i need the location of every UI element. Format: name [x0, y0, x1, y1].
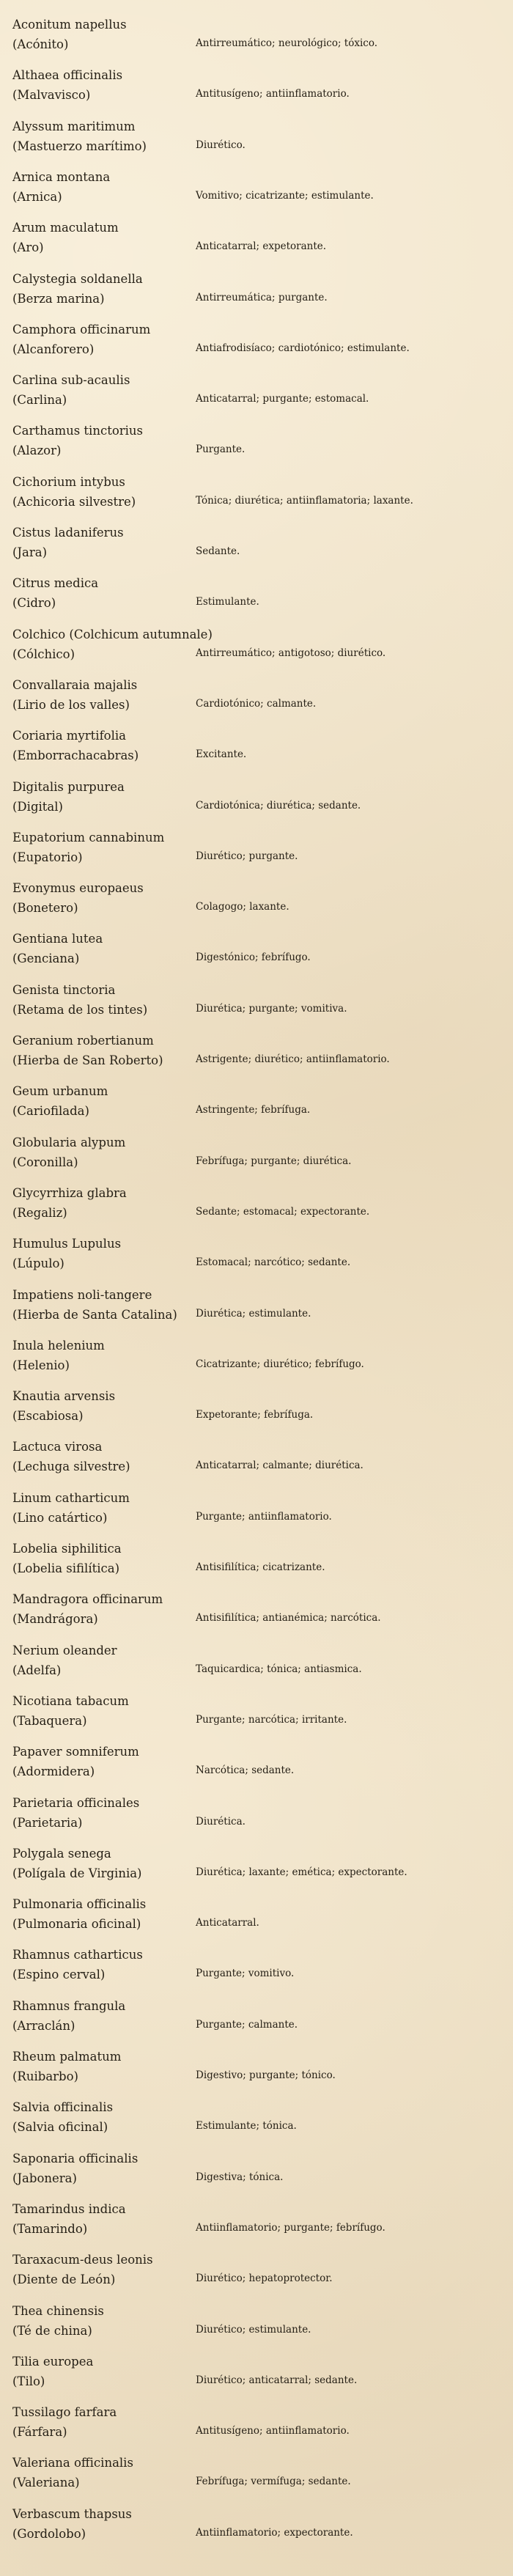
plant-common-name: (Espino cerval) — [12, 1968, 106, 1982]
plant-latin-name: Verbascum thapsus — [12, 2506, 132, 2521]
plant-entry — [0, 1644, 513, 1688]
plant-properties: Purgante; narcótica; irritante. — [196, 1713, 347, 1726]
plant-entry — [0, 1339, 513, 1383]
plant-common-name: (Mandrágora) — [12, 1612, 98, 1627]
plant-common-name: (Cólchico) — [12, 647, 75, 661]
plant-common-name: (Emborrachacabras) — [12, 748, 139, 763]
plant-latin-name: Geranium robertianum — [12, 1034, 154, 1048]
plant-entry — [0, 983, 513, 1027]
plant-latin-name: Carlina sub-acaulis — [12, 373, 130, 388]
plant-entry — [0, 475, 513, 519]
plant-entry — [0, 1491, 513, 1535]
plant-common-name: (Arraclán) — [12, 2018, 75, 2033]
plant-entry — [0, 1694, 513, 1738]
plant-entry — [0, 2304, 513, 2348]
plant-entry — [0, 373, 513, 417]
plant-entry — [0, 221, 513, 265]
plant-properties: Antiinflamatorio; purgante; febrífugo. — [196, 2221, 385, 2234]
plant-entry — [0, 2355, 513, 2399]
plant-properties: Estimulante. — [196, 596, 259, 608]
plant-entry — [0, 831, 513, 875]
plant-entry — [0, 1440, 513, 1484]
plant-entry — [0, 1897, 513, 1941]
plant-properties: Anticatarral; calmante; diurética. — [196, 1460, 363, 1472]
plant-properties: Sedante; estomacal; expectorante. — [196, 1205, 370, 1218]
plant-entry — [0, 576, 513, 620]
plant-common-name: (Malvavisco) — [12, 88, 91, 103]
plant-latin-name: Gentiana lutea — [12, 932, 103, 946]
plant-properties: Colagogo; laxante. — [196, 901, 289, 913]
plant-latin-name: Cichorium intybus — [12, 474, 125, 489]
plant-common-name: (Valeriana) — [12, 2476, 80, 2490]
plant-latin-name: Rheum palmatum — [12, 2050, 122, 2064]
plant-common-name: (Tilo) — [12, 2374, 45, 2388]
plant-properties: Estomacal; narcótico; sedante. — [196, 1256, 351, 1269]
plant-common-name: (Salvia oficinal) — [12, 2120, 108, 2135]
plant-properties: Purgante. — [196, 444, 246, 456]
plant-properties: Tónica; diurética; antiinflamatoria; laxante. — [196, 494, 413, 507]
plant-latin-name: Pulmonaria officinalis — [12, 1897, 147, 1912]
plant-common-name: (Cidro) — [12, 596, 56, 611]
plant-latin-name: Globularia alypum — [12, 1135, 126, 1149]
plant-latin-name: Polygala senega — [12, 1846, 111, 1861]
plant-latin-name: Eupatorium cannabinum — [12, 830, 165, 844]
plant-properties: Anticatarral. — [196, 1917, 259, 1929]
plant-properties: Diurética; estimulante. — [196, 1307, 311, 1320]
plant-entry — [0, 1999, 513, 2043]
plant-common-name: (Polígala de Virginia) — [12, 1866, 142, 1880]
plant-latin-name: Inula helenium — [12, 1338, 105, 1353]
plant-latin-name: Tilia europea — [12, 2354, 94, 2369]
plant-common-name: (Fárfara) — [12, 2425, 67, 2440]
plant-properties: Cardiotónica; diurética; sedante. — [196, 799, 361, 812]
plant-properties: Astringente; febrífuga. — [196, 1104, 311, 1116]
plant-latin-name: Valeriana officinalis — [12, 2456, 133, 2470]
plant-properties: Taquicardica; tónica; antiasmica. — [196, 1663, 362, 1675]
plant-properties: Antiinflamatorio; expectorante. — [196, 2526, 353, 2539]
plant-properties: Digestónico; febrífugo. — [196, 952, 311, 964]
plant-entry — [0, 1796, 513, 1840]
plant-entry — [0, 780, 513, 824]
plant-entry — [0, 932, 513, 976]
plant-properties: Diurética; purgante; vomitiva. — [196, 1002, 347, 1015]
plant-common-name: (Jara) — [12, 545, 48, 559]
plant-latin-name: Papaver somniferum — [12, 1745, 139, 1759]
plant-common-name: (Té de china) — [12, 2323, 92, 2338]
plant-latin-name: Thea chinensis — [12, 2303, 104, 2318]
plant-common-name: (Genciana) — [12, 952, 80, 966]
plant-entry — [0, 2507, 513, 2551]
plant-latin-name: Convallaraia majalis — [12, 677, 138, 692]
plant-common-name: (Mastuerzo marítimo) — [12, 139, 147, 153]
plant-entry — [0, 1237, 513, 1281]
plant-latin-name: Arum maculatum — [12, 221, 119, 235]
plant-common-name: (Carlina) — [12, 393, 67, 408]
plant-common-name: (Arnica) — [12, 189, 62, 204]
plant-entry — [0, 1186, 513, 1230]
plant-properties: Estimulante; tónica. — [196, 2120, 297, 2132]
plant-entry — [0, 1592, 513, 1636]
plant-entry — [0, 18, 513, 62]
plant-latin-name: Salvia officinalis — [12, 2100, 114, 2115]
plant-common-name: (Parietaria) — [12, 1815, 83, 1830]
plant-common-name: (Coronilla) — [12, 1155, 78, 1169]
plant-common-name: (Jabonera) — [12, 2171, 77, 2185]
plant-properties: Narcótica; sedante. — [196, 1764, 295, 1777]
plant-latin-name: Nicotiana tabacum — [12, 1693, 129, 1708]
plant-common-name: (Pulmonaria oficinal) — [12, 1917, 141, 1932]
plant-latin-name: Calystegia soldanella — [12, 271, 143, 286]
plant-properties: Expetorante; febrífuga. — [196, 1409, 314, 1421]
plant-common-name: (Tamarindo) — [12, 2221, 88, 2236]
plant-common-name: (Adormidera) — [12, 1764, 95, 1779]
plant-common-name: (Hierba de Santa Catalina) — [12, 1307, 177, 1322]
plant-common-name: (Digital) — [12, 799, 63, 814]
plant-common-name: (Berza marina) — [12, 291, 105, 306]
plant-latin-name: Coriaria myrtifolia — [12, 729, 127, 743]
plant-latin-name: Camphora officinarum — [12, 322, 151, 336]
plant-entry — [0, 1847, 513, 1891]
plant-latin-name: Althaea officinalis — [12, 68, 123, 83]
plant-entry — [0, 1034, 513, 1078]
plant-latin-name: Rhamnus frangula — [12, 1998, 126, 2013]
plant-entry — [0, 2152, 513, 2196]
plant-common-name: (Alcanforero) — [12, 342, 95, 356]
plant-properties: Astrigente; diurético; antiinflamatorio. — [196, 1053, 390, 1065]
plant-properties: Antiafrodisíaco; cardiotónico; estimulante. — [196, 342, 410, 354]
plant-latin-name: Tamarindus indica — [12, 2201, 126, 2216]
plant-properties: Cardiotónico; calmante. — [196, 697, 317, 710]
plant-common-name: (Aro) — [12, 240, 44, 255]
plant-entry — [0, 2456, 513, 2500]
plant-entry — [0, 729, 513, 773]
plant-entry — [0, 2050, 513, 2094]
plant-properties: Diurético; hepatoprotector. — [196, 2273, 333, 2285]
plant-entry — [0, 526, 513, 570]
plant-common-name: (Ruibarbo) — [12, 2069, 78, 2083]
plant-properties: Diurética; laxante; emética; expectorante. — [196, 1866, 407, 1878]
plant-common-name: (Bonetero) — [12, 901, 78, 916]
plant-entry — [0, 424, 513, 468]
plant-entry — [0, 2100, 513, 2144]
plant-entry — [0, 323, 513, 367]
plant-properties: Diurético; anticatarral; sedante. — [196, 2374, 358, 2386]
plant-properties: Purgante; antiinflamatorio. — [196, 1510, 332, 1523]
plant-properties: Febrífuga; purgante; diurética. — [196, 1155, 352, 1167]
plant-latin-name: Parietaria officinales — [12, 1795, 140, 1810]
plant-common-name: (Eupatorio) — [12, 850, 83, 864]
plant-latin-name: Taraxacum-deus leonis — [12, 2253, 153, 2267]
plant-entry — [0, 1542, 513, 1586]
plant-common-name: (Diente de León) — [12, 2273, 116, 2287]
plant-properties: Purgante; calmante. — [196, 2018, 298, 2031]
plant-common-name: (Escabiosa) — [12, 1409, 84, 1424]
plant-latin-name: Linum catharticum — [12, 1490, 130, 1505]
plant-entry — [0, 68, 513, 112]
plant-entry — [0, 881, 513, 925]
plant-common-name: (Lino catártico) — [12, 1510, 108, 1525]
plant-properties: Antitusígeno; antiinflamatorio. — [196, 88, 350, 100]
plant-latin-name: Colchico (Colchicum autumnale) — [12, 627, 213, 641]
plant-properties: Diurético. — [196, 139, 246, 151]
plant-common-name: (Cariofilada) — [12, 1104, 89, 1119]
plant-latin-name: Cistus ladaniferus — [12, 526, 124, 540]
plant-entry — [0, 2253, 513, 2297]
plant-latin-name: Alyssum maritimum — [12, 119, 136, 133]
plant-entry — [0, 272, 513, 316]
plant-latin-name: Rhamnus catharticus — [12, 1948, 143, 1962]
plant-properties: Cicatrizante; diurético; febrífugo. — [196, 1358, 364, 1370]
plant-properties: Digestivo; purgante; tónico. — [196, 2069, 336, 2081]
plant-properties: Antirreumático; neurológico; tóxico. — [196, 37, 378, 49]
plant-latin-name: Lactuca virosa — [12, 1440, 103, 1454]
plant-common-name: (Retama de los tintes) — [12, 1002, 148, 1017]
plant-common-name: (Hierba de San Roberto) — [12, 1053, 163, 1067]
plant-latin-name: Glycyrrhiza glabra — [12, 1185, 127, 1200]
plant-properties: Sedante. — [196, 545, 240, 557]
plant-properties: Diurético; purgante. — [196, 850, 298, 862]
plant-latin-name: Tussilago farfara — [12, 2405, 117, 2420]
plant-properties: Febrífuga; vermífuga; sedante. — [196, 2476, 351, 2488]
plant-properties: Diurético; estimulante. — [196, 2323, 311, 2336]
plant-common-name: (Gordolobo) — [12, 2526, 86, 2541]
plant-entry — [0, 1288, 513, 1332]
plant-latin-name: Saponaria officinalis — [12, 2151, 139, 2165]
plant-entry — [0, 1136, 513, 1180]
plant-latin-name: Digitalis purpurea — [12, 779, 125, 794]
plant-common-name: (Regaliz) — [12, 1205, 67, 1220]
plant-properties: Antirreumática; purgante. — [196, 291, 328, 303]
plant-entry — [0, 628, 513, 671]
plant-properties: Purgante; vomitivo. — [196, 1968, 295, 1980]
plant-properties: Vomitivo; cicatrizante; estimulante. — [196, 189, 374, 202]
plant-properties: Anticatarral; expetorante. — [196, 240, 327, 253]
plant-latin-name: Aconitum napellus — [12, 18, 127, 32]
plant-latin-name: Nerium oleander — [12, 1643, 117, 1657]
plant-properties: Antisifilítica; antianémica; narcótica. — [196, 1612, 381, 1624]
plant-properties: Excitante. — [196, 748, 247, 761]
plant-common-name: (Achicoria silvestre) — [12, 494, 136, 509]
plant-entry — [0, 2202, 513, 2246]
plant-entry — [0, 170, 513, 214]
plant-properties: Antitusígeno; antiinflamatorio. — [196, 2425, 350, 2437]
plant-common-name: (Helenio) — [12, 1358, 70, 1372]
plant-latin-name: Carthamus tinctorius — [12, 424, 144, 438]
plant-latin-name: Humulus Lupulus — [12, 1237, 122, 1251]
plant-entry — [0, 1745, 513, 1789]
plant-common-name: (Adelfa) — [12, 1663, 62, 1677]
plant-latin-name: Knautia arvensis — [12, 1389, 116, 1404]
plant-latin-name: Genista tinctoria — [12, 982, 116, 997]
plant-properties: Antisifilítica; cicatrizante. — [196, 1561, 325, 1573]
plant-entry — [0, 678, 513, 722]
plant-common-name: (Lirio de los valles) — [12, 697, 130, 712]
plant-entry — [0, 119, 513, 163]
plant-latin-name: Evonymus europaeus — [12, 881, 144, 896]
plant-properties: Antirreumático; antigotoso; diurético. — [196, 647, 386, 659]
plant-latin-name: Geum urbanum — [12, 1084, 108, 1099]
plant-latin-name: Arnica montana — [12, 169, 111, 184]
plant-latin-name: Impatiens noli-tangere — [12, 1287, 152, 1302]
plant-entry — [0, 1389, 513, 1433]
plant-common-name: (Acónito) — [12, 37, 69, 51]
plant-properties: Anticatarral; purgante; estomacal. — [196, 393, 369, 405]
plant-latin-name: Citrus medica — [12, 576, 99, 591]
plant-latin-name: Lobelia siphilitica — [12, 1542, 122, 1556]
plant-entry — [0, 1084, 513, 1128]
plant-entry — [0, 2405, 513, 2449]
plant-latin-name: Mandragora officinarum — [12, 1592, 163, 1607]
plant-common-name: (Tabaquera) — [12, 1713, 87, 1728]
plant-properties: Diurética. — [196, 1815, 246, 1828]
plant-common-name: (Lobelia sifilítica) — [12, 1561, 120, 1575]
plant-properties: Digestiva; tónica. — [196, 2171, 284, 2183]
plant-common-name: (Lúpulo) — [12, 1256, 64, 1271]
plant-common-name: (Alazor) — [12, 444, 62, 458]
plant-entry — [0, 1948, 513, 1992]
plant-common-name: (Lechuga silvestre) — [12, 1460, 130, 1474]
